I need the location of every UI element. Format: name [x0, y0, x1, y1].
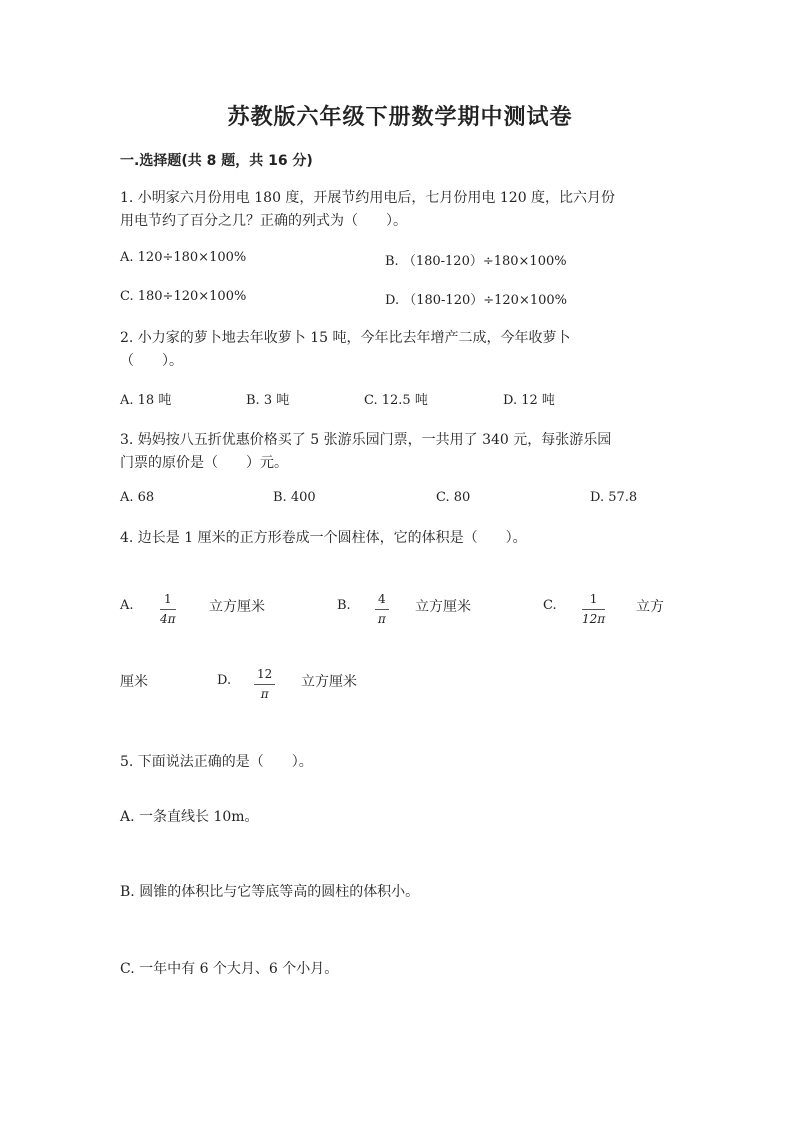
question-2-option-a: A. 18 吨: [120, 393, 172, 408]
question-4-option-a-unit: 立方厘米: [209, 599, 265, 615]
question-5-option-b: B. 圆锥的体积比与它等底等高的圆柱的体积小。: [120, 884, 420, 900]
question-5-option-c: C. 一年中有 6 个大月、6 个小月。: [120, 961, 339, 977]
question-3-option-a: A. 68: [120, 490, 155, 505]
question-2-option-b: B. 3 吨: [246, 393, 290, 408]
question-4-option-b-label: B.: [337, 598, 351, 613]
fraction-numerator: 1: [163, 592, 172, 606]
question-4-option-c-fraction: [582, 592, 605, 627]
question-1-option-d: D. （180-120）÷120×100%: [385, 293, 568, 308]
question-2-line-2: （ ）。: [120, 353, 183, 369]
question-3-option-c: C. 80: [436, 490, 471, 505]
fraction-numerator: 4: [378, 592, 386, 606]
question-4-option-a-fraction: [160, 592, 176, 627]
question-4-option-a-label: A.: [120, 598, 134, 613]
page-title: 苏教版六年级下册数学期中测试卷: [227, 104, 573, 130]
question-1-option-c: C. 180÷120×100%: [120, 289, 247, 304]
question-2-option-c: C. 12.5 吨: [364, 393, 428, 408]
fraction-denominator: π: [260, 687, 269, 701]
question-4-option-d-fraction: [254, 667, 275, 702]
question-3-line-2: 门票的原价是（ ）元。: [120, 455, 288, 471]
question-4-option-b-fraction: [375, 592, 389, 627]
fraction-numerator: 1: [589, 592, 598, 606]
question-1-option-a: A. 120÷180×100%: [120, 250, 247, 265]
fraction-denominator: 12π: [582, 612, 606, 626]
question-5-option-a: A. 一条直线长 10m。: [120, 809, 259, 825]
question-4-option-b-unit: 立方厘米: [415, 599, 471, 615]
question-1-line-2: 用电节约了百分之几？正确的列式为（ ）。: [120, 213, 407, 229]
question-3-line-1: 3. 妈妈按八五折优惠价格买了 5 张游乐园门票，一共用了 340 元，每张游乐园: [120, 432, 612, 448]
fraction-denominator: π: [377, 612, 386, 626]
question-3-option-b: B. 400: [273, 490, 316, 505]
question-2-line-1: 2. 小力家的萝卜地去年收萝卜 15 吨，今年比去年增产二成，今年收萝卜: [120, 330, 571, 346]
fraction-numerator: 12: [257, 667, 273, 681]
question-4-line-1: 4. 边长是 1 厘米的正方形卷成一个圆柱体，它的体积是（ ）。: [120, 530, 527, 546]
question-4-option-c-unit: 立方: [636, 599, 664, 615]
fraction-denominator: 4π: [160, 612, 176, 626]
section-heading: 一.选择题(共 8 题，共 16 分): [120, 153, 313, 169]
question-5-line-1: 5. 下面说法正确的是（ ）。: [120, 754, 313, 770]
question-3-option-d: D. 57.8: [590, 490, 638, 505]
question-1-option-b: B. （180-120）÷180×100%: [385, 254, 567, 269]
question-4-option-d-unit: 立方厘米: [301, 674, 357, 690]
question-2-option-d: D. 12 吨: [503, 393, 555, 408]
question-4-option-d-label: D.: [217, 673, 232, 688]
question-4-option-c-label: C.: [543, 598, 557, 613]
question-4-option-c-unit-continued: 厘米: [120, 674, 148, 690]
question-1-line-1: 1. 小明家六月份用电 180 度，开展节约用电后，七月份用电 120 度，比六月份: [120, 190, 616, 206]
